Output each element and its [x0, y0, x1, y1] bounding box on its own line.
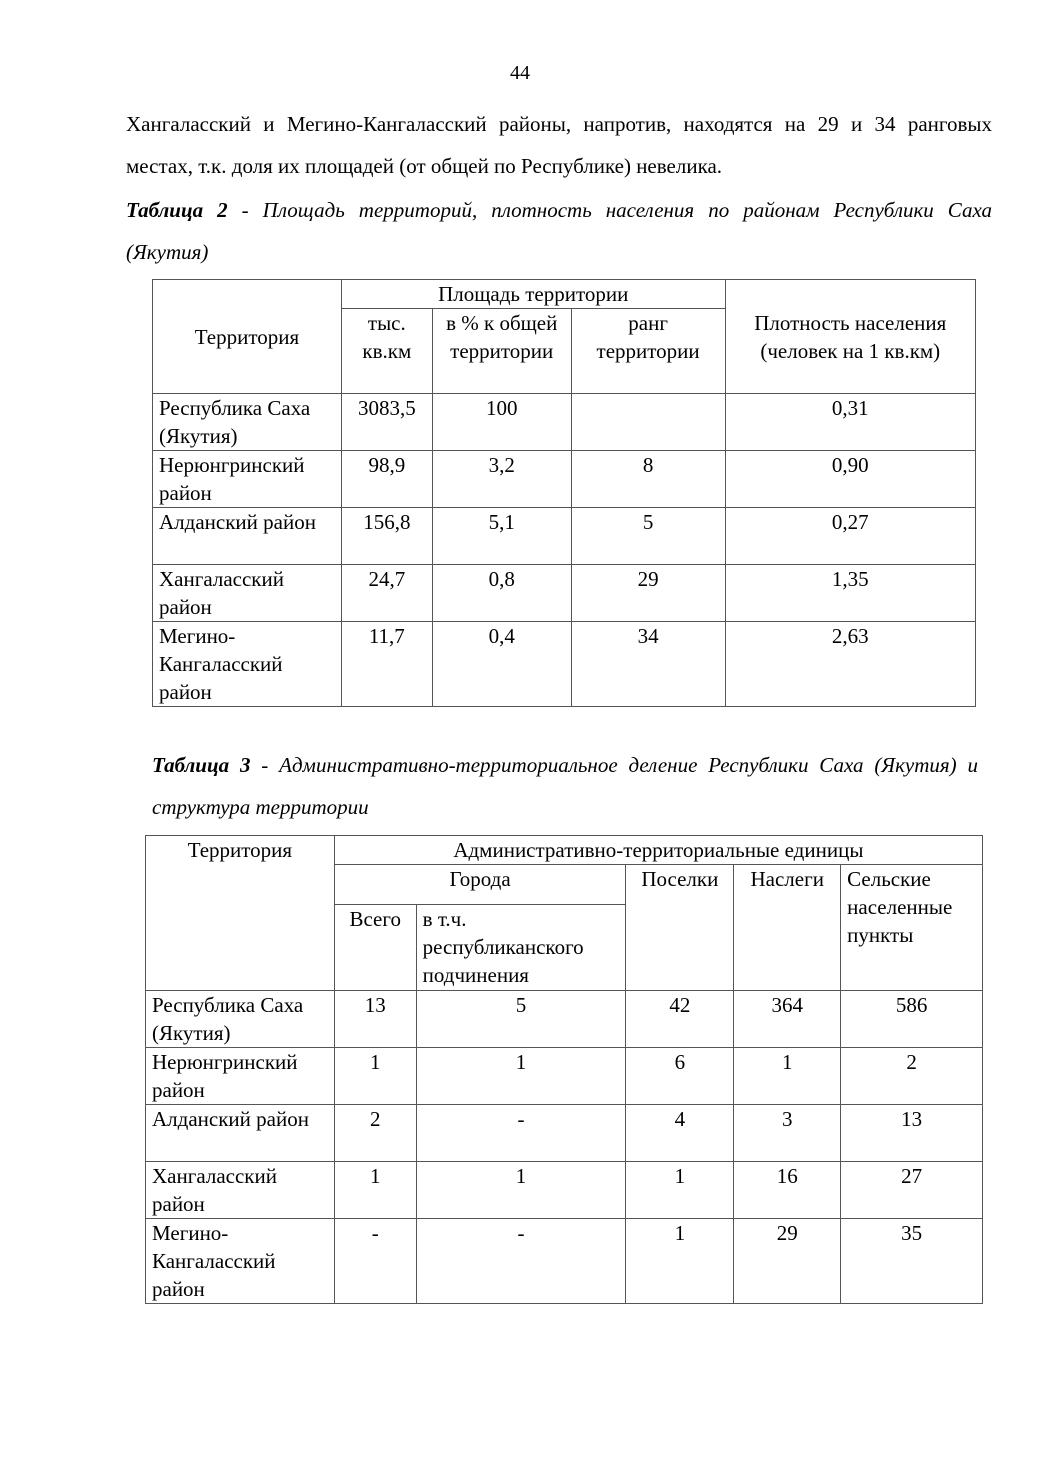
t3-cell-republican: 1 — [416, 1162, 626, 1219]
t2-cell-percent: 3,2 — [432, 451, 571, 508]
t2-cell-territory: Алданский район — [153, 508, 342, 565]
t2-cell-density: 0,31 — [725, 394, 975, 451]
table-row — [146, 1105, 983, 1162]
body-paragraph: Хангаласский и Мегино-Кангаласский районы, напротив, находятся на 29 и 34 ранговых местах, т.к. доля их площадей (от общей по Республике) невелика. — [126, 112, 992, 178]
t2-cell-percent: 5,1 — [432, 508, 571, 565]
t3-cell-settlements: 1 — [626, 1219, 734, 1304]
t2-cell-density: 0,90 — [725, 451, 975, 508]
t3-cell-republican: 1 — [416, 1048, 626, 1105]
t3-cell-territory: Республика Саха (Якутия) — [146, 991, 335, 1048]
table-row — [146, 1048, 983, 1105]
t3-cell-territory: Хангаласский район — [146, 1162, 335, 1219]
t3-header-rural: Сельские населенные пункты — [841, 865, 983, 991]
t2-cell-rank: 29 — [571, 565, 725, 622]
t2-header-density: Плотность населения (человек на 1 кв.км) — [725, 280, 975, 394]
t2-cell-rank: 5 — [571, 508, 725, 565]
table3-caption — [152, 744, 978, 828]
t2-cell-territory: Нерюнгринский район — [153, 451, 342, 508]
t2-cell-area: 156,8 — [341, 508, 432, 565]
t3-cell-republican: 5 — [416, 991, 626, 1048]
t3-cell-settlements: 1 — [626, 1162, 734, 1219]
t3-cell-naslegs: 1 — [734, 1048, 841, 1105]
t2-cell-area: 11,7 — [341, 622, 432, 707]
t3-header-settlements: Поселки — [626, 865, 734, 991]
t2-cell-area: 3083,5 — [341, 394, 432, 451]
t3-cell-territory: Алданский район — [146, 1105, 335, 1162]
t3-cell-rural: 27 — [841, 1162, 983, 1219]
table-row — [146, 991, 983, 1048]
t3-cell-total: 1 — [334, 1162, 416, 1219]
t3-header-republican: в т.ч. республиканского подчинения — [416, 905, 626, 991]
table2-area-density — [152, 279, 976, 707]
t3-cell-total: 13 — [334, 991, 416, 1048]
page-number: 44 — [510, 62, 530, 84]
table3-admin-division — [145, 835, 983, 1304]
t2-header-area-group: Площадь территории — [341, 280, 725, 309]
t3-cell-naslegs: 3 — [734, 1105, 841, 1162]
t3-cell-total: 1 — [334, 1048, 416, 1105]
t3-header-cities: Города — [334, 865, 626, 905]
table-row — [153, 565, 976, 622]
t3-cell-naslegs: 29 — [734, 1219, 841, 1304]
t2-cell-area: 24,7 — [341, 565, 432, 622]
t2-cell-rank — [571, 394, 725, 451]
table-row — [153, 622, 976, 707]
table-row — [146, 1219, 983, 1304]
t3-header-naslegs: Наслеги — [734, 865, 841, 991]
table3-caption-label: Таблица 3 — [152, 753, 251, 777]
table3-caption-text: - Административно-территориальное деление Республики Саха (Якутия) и структура территории — [152, 753, 978, 819]
t2-header-thous-sq-km: тыс. кв.км — [341, 309, 432, 394]
t3-header-admin-units: Административно-территориальные единицы — [334, 836, 982, 865]
t3-cell-total: - — [334, 1219, 416, 1304]
t3-cell-settlements: 4 — [626, 1105, 734, 1162]
t3-cell-rural: 35 — [841, 1219, 983, 1304]
t2-cell-percent: 0,4 — [432, 622, 571, 707]
t2-cell-territory: Мегино-Кангаласский район — [153, 622, 342, 707]
table-row — [153, 394, 976, 451]
t2-header-territory: Территория — [153, 280, 342, 394]
t2-cell-territory: Хангаласский район — [153, 565, 342, 622]
table2-caption-text: - Площадь территорий, плотность населения по районам Республики Саха (Якутия) — [126, 198, 992, 264]
t3-cell-rural: 2 — [841, 1048, 983, 1105]
table-row — [146, 1162, 983, 1219]
t2-cell-percent: 100 — [432, 394, 571, 451]
t3-cell-territory: Нерюнгринский район — [146, 1048, 335, 1105]
t3-cell-republican: - — [416, 1219, 626, 1304]
t3-cell-rural: 13 — [841, 1105, 983, 1162]
t2-header-percent: в % к общей территории — [432, 309, 571, 394]
t2-cell-territory: Республика Саха (Якутия) — [153, 394, 342, 451]
t3-cell-territory: Мегино-Кангаласский район — [146, 1219, 335, 1304]
t3-cell-total: 2 — [334, 1105, 416, 1162]
t2-cell-density: 0,27 — [725, 508, 975, 565]
table-row — [153, 451, 976, 508]
t3-cell-naslegs: 16 — [734, 1162, 841, 1219]
t2-cell-density: 1,35 — [725, 565, 975, 622]
t3-cell-settlements: 6 — [626, 1048, 734, 1105]
t3-header-territory: Территория — [146, 836, 335, 991]
t3-cell-republican: - — [416, 1105, 626, 1162]
t3-cell-naslegs: 364 — [734, 991, 841, 1048]
table-row — [153, 508, 976, 565]
t2-header-rank: ранг территории — [571, 309, 725, 394]
t3-cell-rural: 586 — [841, 991, 983, 1048]
t3-header-total: Всего — [334, 905, 416, 991]
t2-cell-area: 98,9 — [341, 451, 432, 508]
t2-cell-percent: 0,8 — [432, 565, 571, 622]
t3-cell-settlements: 42 — [626, 991, 734, 1048]
t2-cell-rank: 8 — [571, 451, 725, 508]
table2-caption — [126, 189, 992, 273]
table2-caption-label: Таблица 2 — [126, 198, 228, 222]
t2-cell-rank: 34 — [571, 622, 725, 707]
t2-cell-density: 2,63 — [725, 622, 975, 707]
